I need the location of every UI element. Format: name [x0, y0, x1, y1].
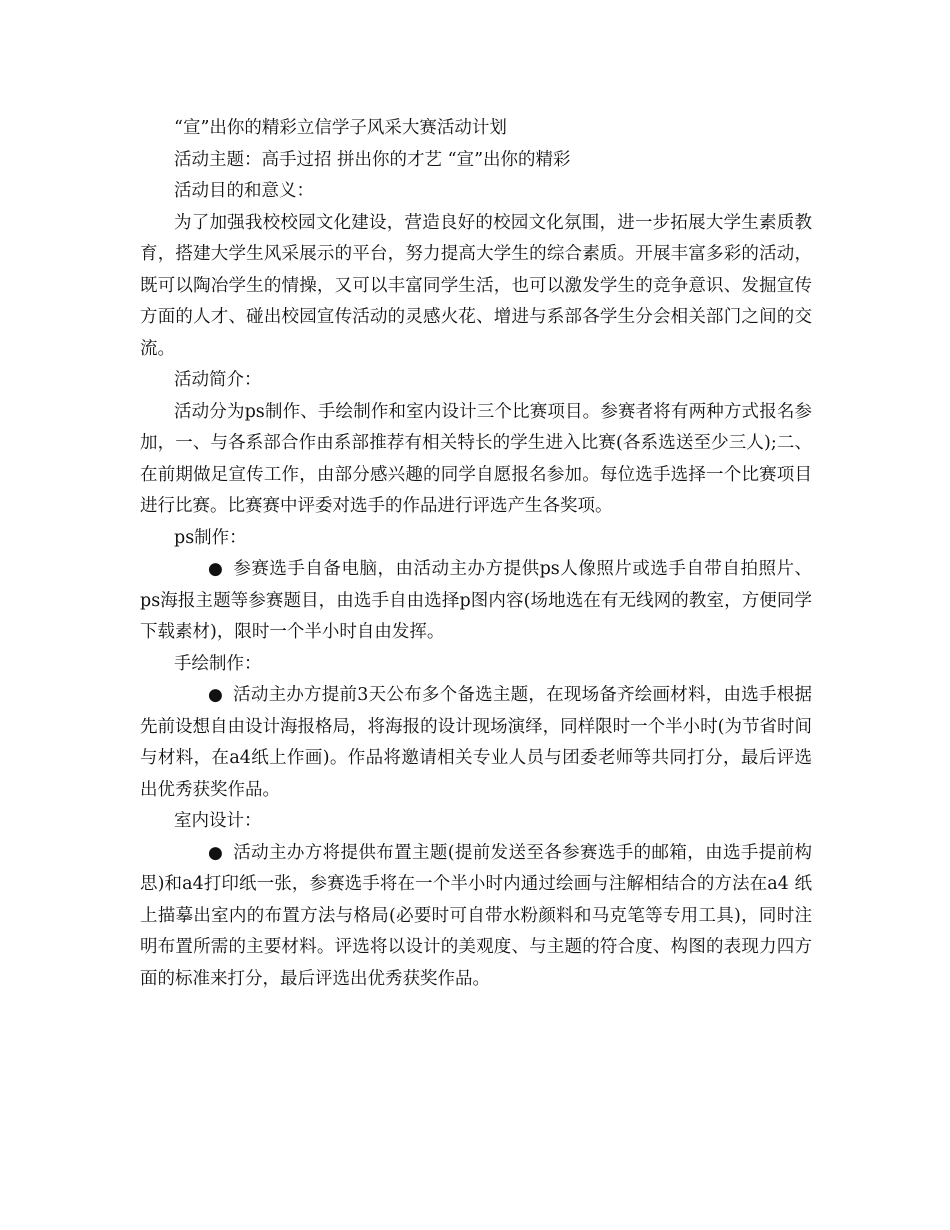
- document-title: “宣”出你的精彩立信学子风采大赛活动计划: [174, 118, 507, 138]
- bullet-icon: ●: [208, 559, 223, 579]
- activity-theme: 活动主题：高手过招 拼出你的才艺 “宣”出你的精彩: [174, 149, 571, 170]
- ps-heading: ps制作：: [174, 527, 247, 548]
- ps-bullet-text: 参赛选手自备电脑，由活动主办方提供ps人像照片或选手自带自拍照片、ps海报主题等参赛题目，由选手自由选择p图内容(场地选在有无线网的教室，方便同学下载素材)，限时一个半小时自由发挥。: [140, 559, 812, 642]
- purpose-paragraph: 为了加强我校校园文化建设，营造良好的校园文化氛围，进一步拓展大学生素质教育，搭建大学生风采展示的平台，努力提高大学生的综合素质。开展丰富多彩的活动，既可以陶冶学生的情操，又可以丰富同学生活，也可以激发学生的竞争意识、发掘宣传方面的人才、碰出校园宣传活动的灵感火花、增进与系部各学生分会相关部门之间的交流。: [140, 212, 812, 359]
- ps-bullet-item: [140, 554, 812, 649]
- intro-heading: 活动简介：: [174, 370, 262, 390]
- bullet-icon: ●: [208, 685, 223, 705]
- intro-paragraph: 活动分为ps制作、手绘制作和室内设计三个比赛项目。参赛者将有两种方式报名参加，一、与各系部合作由系部推荐有相关特长的学生进入比赛(各系选送至少三人);二、在前期做足宣传工作，由部分感兴趣的同学自愿报名参加。每位选手选择一个比赛项目进行比赛。比赛赛中评委对选手的作品进行评选产生各奖项。: [140, 401, 812, 516]
- document-body: [140, 113, 812, 995]
- purpose-heading: 活动目的和意义：: [174, 181, 314, 201]
- interior-design-bullet-text: 活动主办方将提供布置主题(提前发送至各参赛选手的邮箱，由选手提前构思)和a4打印纸一张，参赛选手将在一个半小时内通过绘画与注解相结合的方法在a4 纸上描摹出室内的布置方法与格局(必要时可自带水粉颜料和马克笔等专用工具)，同时注明布置所需的主要材料。评选将以设计的美观度、与主题的符合度、构图的表现力四方面的标准来打分，最后评选出优秀获奖作品。: [140, 842, 812, 989]
- hand-drawing-bullet-item: [140, 680, 812, 806]
- hand-drawing-bullet-text: 活动主办方提前3天公布多个备选主题，在现场备齐绘画材料，由选手根据先前设想自由设计海报格局，将海报的设计现场演绎，同样限时一个半小时(为节省时间与材料，在a4纸上作画)。作品将邀请相关专业人员与团委老师等共同打分，最后评选出优秀获奖作品。: [140, 685, 812, 800]
- interior-design-bullet-item: [140, 838, 812, 996]
- hand-drawing-heading: 手绘制作：: [174, 653, 262, 674]
- bullet-icon: ●: [208, 842, 223, 863]
- interior-design-heading: 室内设计：: [174, 811, 262, 831]
